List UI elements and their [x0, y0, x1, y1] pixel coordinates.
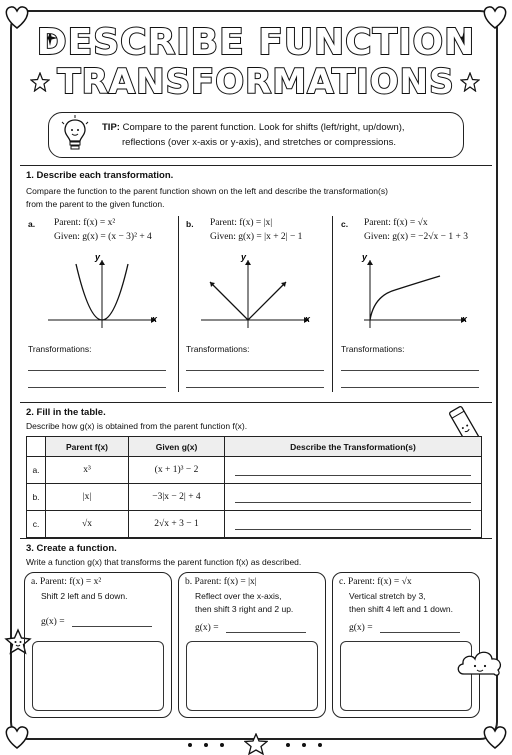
function-table	[26, 436, 482, 538]
transformations-label: Transformations:	[28, 344, 92, 354]
answer-line[interactable]	[226, 632, 306, 633]
tip-line2: reflections (over x-axis or y-axis), and stretches or compressions.	[122, 137, 397, 148]
card-line2: Shift 2 left and 5 down.	[41, 591, 128, 601]
answer-line	[341, 370, 479, 371]
item-letter: b.	[186, 219, 194, 229]
answer-line	[28, 370, 166, 371]
card-line2: Reflect over the x-axis,	[195, 591, 282, 601]
answer-line	[186, 387, 324, 388]
table-header: Describe the Transformation(s)	[225, 437, 482, 457]
transformations-label: Transformations:	[341, 344, 405, 354]
answer-line[interactable]	[380, 632, 460, 633]
card-line1: a. Parent: f(x) = x²	[31, 577, 102, 587]
page-title-line1: DESCRIBE FUNCTION	[36, 22, 476, 63]
table-header: Given g(x)	[129, 437, 225, 457]
table-header: Parent f(x)	[46, 437, 129, 457]
work-area[interactable]	[186, 641, 318, 711]
tip-line1: Compare to the parent function. Look for shifts (left/right, up/down),	[122, 122, 405, 133]
section1-instructions-line2: from the parent to the given function.	[26, 199, 165, 209]
section1-instructions	[26, 185, 496, 211]
card-line2: Vertical stretch by 3,	[349, 591, 426, 601]
graph-absolute-value	[193, 252, 318, 332]
table-row	[27, 484, 482, 511]
section3-heading: 3. Create a function.	[26, 543, 117, 554]
item-given: Given: g(x) = (x − 3)² + 4	[54, 232, 152, 242]
row-parent: x³	[46, 457, 129, 484]
y-axis-label: y	[95, 252, 101, 262]
row-answer-cell[interactable]	[225, 511, 482, 538]
table-row	[27, 457, 482, 484]
work-area[interactable]	[340, 641, 472, 711]
answer-line[interactable]	[72, 626, 152, 627]
transformations-label: Transformations:	[186, 344, 250, 354]
graph-parabola	[40, 252, 165, 332]
g-label: g(x) =	[195, 623, 219, 633]
graph-square-root	[350, 252, 475, 332]
table-corner	[27, 437, 46, 457]
section1-heading: 1. Describe each transformation.	[26, 170, 174, 181]
y-axis-label: y	[241, 252, 247, 262]
row-letter: a.	[27, 457, 46, 484]
card-line1: c. Parent: f(x) = √x	[339, 577, 412, 587]
card-line1: b. Parent: f(x) = |x|	[185, 577, 257, 587]
column-divider	[332, 216, 333, 392]
x-axis-label: x	[305, 314, 311, 324]
divider	[20, 402, 492, 403]
section1-instructions-line1: Compare the function to the parent function shown on the left and describe the transformation(s)	[26, 186, 388, 196]
answer-line	[186, 370, 324, 371]
y-axis-label: y	[362, 252, 368, 262]
x-axis-label: x	[152, 314, 158, 324]
row-answer-cell[interactable]	[225, 484, 482, 511]
cloud-icon	[454, 644, 506, 680]
item-given: Given: g(x) = −2√x − 1 + 3	[364, 232, 468, 242]
answer-line	[28, 387, 166, 388]
section3-instructions: Write a function g(x) that transforms the parent function f(x) as described.	[26, 557, 302, 567]
card-line3: then shift 4 left and 1 down.	[349, 604, 453, 614]
heart-icon	[480, 722, 510, 752]
heart-icon	[2, 722, 32, 752]
card-line3: then shift 3 right and 2 up.	[195, 604, 294, 614]
section2-heading: 2. Fill in the table.	[26, 407, 106, 418]
x-axis-label: x	[462, 314, 468, 324]
table-row	[27, 511, 482, 538]
item-letter: c.	[341, 219, 349, 229]
divider	[20, 165, 492, 166]
row-given: (x + 1)³ − 2	[129, 457, 225, 484]
divider	[20, 538, 492, 539]
row-parent: |x|	[46, 484, 129, 511]
page-title-line2: TRANSFORMATIONS	[57, 62, 455, 102]
column-divider	[178, 216, 179, 392]
answer-line	[341, 387, 479, 388]
lightbulb-icon	[60, 115, 90, 153]
row-parent: √x	[46, 511, 129, 538]
item-given: Given: g(x) = |x + 2| − 1	[210, 232, 303, 242]
row-letter: b.	[27, 484, 46, 511]
item-parent: Parent: f(x) = x²	[54, 218, 116, 228]
work-area[interactable]	[32, 641, 164, 711]
row-letter: c.	[27, 511, 46, 538]
row-answer-cell[interactable]	[225, 457, 482, 484]
item-letter: a.	[28, 219, 36, 229]
tip-label: TIP:	[102, 122, 120, 133]
row-given: 2√x + 3 − 1	[129, 511, 225, 538]
item-parent: Parent: f(x) = |x|	[210, 218, 273, 228]
section2-instructions: Describe how g(x) is obtained from the parent function f(x).	[26, 421, 248, 431]
dots-decoration	[180, 740, 330, 750]
item-parent: Parent: f(x) = √x	[364, 218, 428, 228]
tip-text	[102, 120, 452, 150]
g-label: g(x) =	[41, 617, 65, 627]
row-given: −3|x − 2| + 4	[129, 484, 225, 511]
g-label: g(x) =	[349, 623, 373, 633]
